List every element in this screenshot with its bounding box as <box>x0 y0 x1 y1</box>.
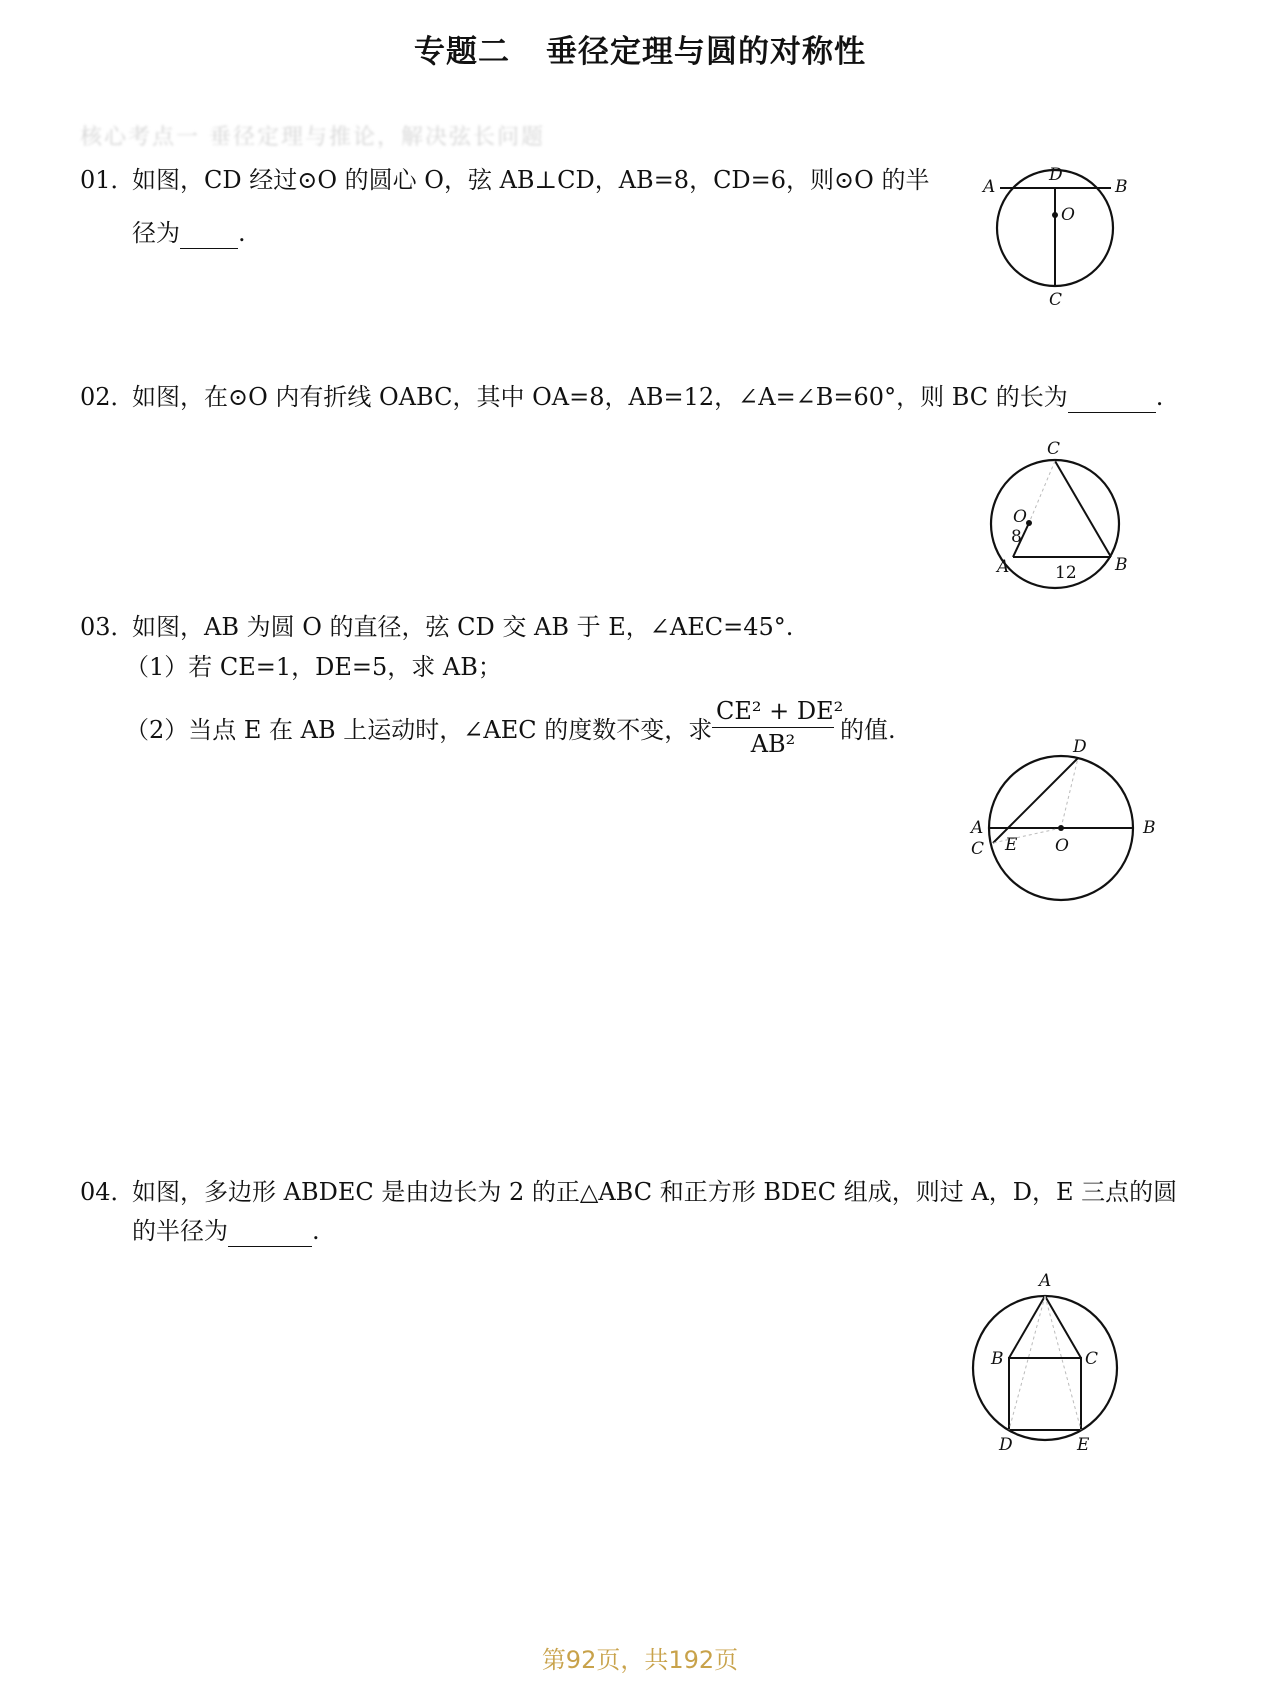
question-2-text: 如图，在⊙O 内有折线 OABC，其中 OA=8，AB=12，∠A=∠B=60°，则 BC 的长为 <box>132 383 1068 411</box>
question-3-stem <box>80 612 793 642</box>
figure-1-circle-diagram <box>975 158 1145 308</box>
question-2-line <box>80 382 1163 413</box>
fig1-label-b: B <box>1115 177 1128 197</box>
question-4-number: 04． <box>80 1178 135 1206</box>
fig1-label-o: O <box>1061 205 1075 225</box>
fig4-label-d: D <box>999 1435 1013 1455</box>
fig4-label-e: E <box>1077 1435 1090 1455</box>
question-1-text: 如图，CD 经过⊙O 的圆心 O，弦 AB⊥CD，AB=8，CD=6，则⊙O 的半 <box>132 166 930 194</box>
answer-blank-4[interactable] <box>228 1216 312 1247</box>
question-4-text: 如图，多边形 ABDEC 是由边长为 2 的正△ABC 和正方形 BDEC 组成，则过 A，D，E 三点的圆 <box>132 1178 1178 1206</box>
fraction-expression <box>712 697 844 758</box>
fig2-label-ab: 12 <box>1055 563 1077 583</box>
fig2-label-b: B <box>1115 555 1128 575</box>
question-3-part-2-text: （2）当点 E 在 AB 上运动时，∠AEC 的度数不变，求 <box>125 716 713 744</box>
question-4-text-cont: 的半径为 <box>132 1217 228 1245</box>
fig4-label-c: C <box>1085 1349 1099 1369</box>
fig2-label-oa: 8 <box>1011 527 1022 547</box>
page-footer-counter: 第92页，共192页 <box>541 1646 739 1674</box>
question-3-part-2 <box>125 715 712 745</box>
question-2-end: . <box>1155 383 1164 411</box>
fig2-label-o: O <box>1013 507 1027 527</box>
page-title: 专题二 垂径定理与圆的对称性 <box>414 34 866 70</box>
fig4-label-a: A <box>1039 1271 1052 1291</box>
question-4-line-1 <box>80 1177 1177 1207</box>
fraction-numerator: CE² + DE² <box>716 697 844 725</box>
question-3-part-2-end: 的值. <box>840 716 896 744</box>
answer-blank-2[interactable] <box>1068 382 1156 413</box>
question-4-end: . <box>312 1217 320 1245</box>
figure-4-circle-diagram <box>965 1268 1135 1458</box>
question-3-number: 03． <box>80 613 135 641</box>
fig1-label-c: C <box>1049 290 1063 308</box>
fig3-label-b: B <box>1143 818 1156 838</box>
question-1-end: . <box>238 219 246 247</box>
fraction-denominator: AB² <box>750 730 796 758</box>
faded-section-header: 核心考点一 垂径定理与推论，解决弦长问题 <box>80 125 545 150</box>
fig3-label-d: D <box>1073 737 1087 757</box>
question-3-text: 如图，AB 为圆 O 的直径，弦 CD 交 AB 于 E，∠AEC=45°. <box>132 613 794 641</box>
fig2-label-c: C <box>1047 439 1061 459</box>
fig3-label-o: O <box>1055 836 1069 856</box>
question-2-number: 02． <box>80 383 135 411</box>
fig2-label-a: A <box>997 557 1010 577</box>
fig3-label-c: C <box>971 839 985 859</box>
question-3-part-1: （1）若 CE=1，DE=5，求 AB； <box>125 653 502 681</box>
answer-blank-1[interactable] <box>180 218 238 249</box>
question-1-text-cont: 径为 <box>132 219 180 247</box>
fraction-bar <box>712 727 834 728</box>
fig1-label-a: A <box>983 177 996 197</box>
figure-2-circle-diagram <box>975 432 1135 592</box>
fig3-label-a: A <box>971 818 984 838</box>
fig4-label-b: B <box>991 1349 1004 1369</box>
question-1-number: 01． <box>80 166 135 194</box>
question-4-line-2 <box>132 1216 320 1247</box>
question-1-line-1 <box>80 165 929 195</box>
fig3-label-e: E <box>1005 835 1018 855</box>
fig1-label-d: D <box>1049 165 1063 185</box>
question-1-line-2 <box>132 218 246 249</box>
figure-3-circle-diagram <box>965 730 1165 910</box>
